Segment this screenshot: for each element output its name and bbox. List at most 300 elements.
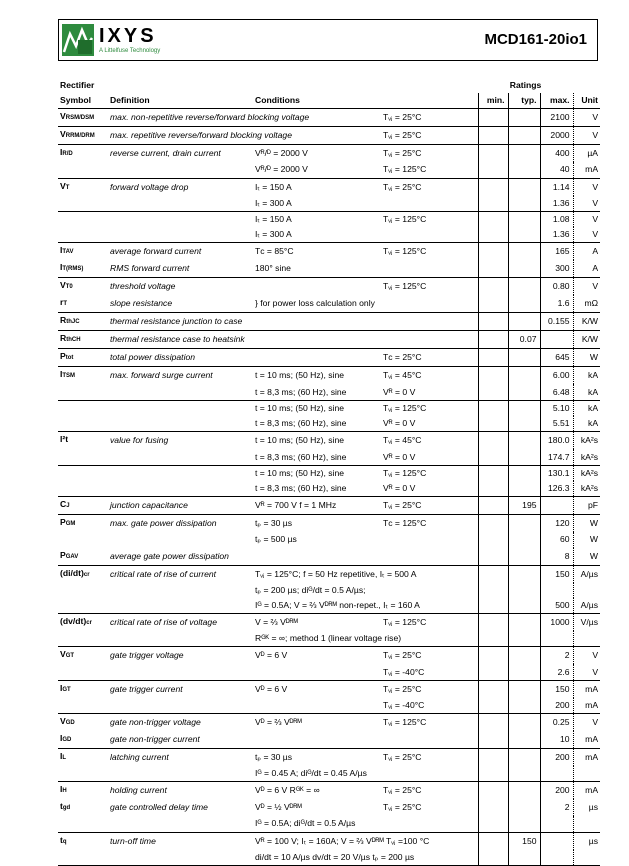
definition-cell: critical rate of rise of voltage — [108, 614, 253, 632]
table-row — [58, 647, 600, 665]
typ-cell — [508, 565, 540, 583]
definition-cell: max. repetitive reverse/forward blocking voltage — [108, 127, 253, 145]
symbol-cell: PGM — [58, 515, 108, 533]
min-cell — [478, 196, 508, 212]
max-cell — [540, 583, 573, 598]
min-cell — [478, 243, 508, 261]
temperature-cell: Tᵥⱼ = 25°C — [383, 802, 422, 813]
symbol-cell — [58, 384, 108, 400]
definition-cell: latching current — [108, 749, 253, 767]
temperature-cell: Vᴿ = 0 V — [383, 418, 416, 429]
temperature-cell: Tᵥⱼ = 25°C — [381, 127, 478, 145]
table-row — [58, 367, 600, 385]
table-row — [58, 400, 600, 416]
table-row — [58, 816, 600, 832]
min-cell — [478, 227, 508, 243]
symbol-cell: Ptot — [58, 349, 108, 367]
symbol-cell: tgd — [60, 801, 71, 812]
table-row — [58, 349, 600, 367]
condition-cell: di/dt = 10 A/µs dv/dt = 20 V/µs tₚ = 200 µs — [253, 850, 381, 866]
max-cell: 2 — [540, 647, 573, 665]
table-row — [58, 109, 600, 127]
temperature-cell: Tᵥⱼ = 25°C — [381, 680, 478, 698]
min-cell — [478, 367, 508, 385]
max-cell: 0.80 — [540, 278, 573, 296]
typ-cell — [508, 850, 540, 866]
max-cell: 180.0 — [540, 432, 573, 450]
temperature-cell: Vᴿ = 0 V — [383, 386, 416, 397]
brand-name: IXYS — [99, 25, 157, 47]
min-cell — [478, 614, 508, 632]
min-cell — [478, 295, 508, 313]
table-row — [58, 598, 600, 614]
unit-cell: V — [573, 647, 600, 665]
condition-cell — [253, 313, 381, 331]
min-cell — [478, 278, 508, 296]
min-cell — [478, 497, 508, 515]
condition-cell: tₚ = 30 µs — [253, 515, 381, 533]
max-cell: 2000 — [540, 127, 573, 145]
typ-cell — [508, 109, 540, 127]
min-cell — [478, 714, 508, 732]
temperature-cell: Tᵥⱼ = 125°C — [381, 465, 478, 481]
definition-cell: holding current — [108, 782, 253, 800]
unit-cell: kA — [573, 384, 600, 400]
unit-cell: V — [573, 211, 600, 227]
min-cell — [478, 515, 508, 533]
max-cell: 2100 — [540, 109, 573, 127]
max-cell: 400 — [540, 145, 573, 163]
symbol-cell — [58, 816, 108, 832]
min-cell — [478, 432, 508, 450]
table-row — [58, 714, 600, 732]
unit-cell: V — [573, 109, 600, 127]
definition-cell — [108, 583, 253, 598]
table-row — [58, 227, 600, 243]
max-cell: 1.14 — [540, 178, 573, 196]
definition-cell — [108, 766, 253, 782]
table-row — [58, 832, 600, 850]
unit-cell: W — [573, 532, 600, 547]
unit-cell: W — [573, 349, 600, 367]
unit-cell: V — [573, 227, 600, 243]
part-number: MCD161-20io1 — [484, 31, 587, 48]
condition-cell: Vᴿ = 100 V; Iₜ = 160A; V = ⅔ Vᴰᴿᴹ Tᵥⱼ =100 °C — [253, 832, 381, 850]
temperature-cell — [381, 295, 478, 313]
table-row — [58, 481, 600, 497]
min-cell — [478, 816, 508, 832]
col-definition: Definition — [108, 93, 253, 109]
definition-cell — [108, 400, 253, 416]
table-row — [58, 211, 600, 227]
min-cell — [478, 766, 508, 782]
min-cell — [478, 449, 508, 465]
temperature-cell: Tᵥⱼ = 125°C — [381, 278, 478, 296]
min-cell — [478, 782, 508, 800]
min-cell — [478, 384, 508, 400]
unit-cell: V/µs — [573, 614, 600, 632]
max-cell: 150 — [540, 680, 573, 698]
typ-cell — [508, 631, 540, 647]
condition-cell: Tᴄ = 85°C — [253, 243, 381, 261]
temperature-cell — [381, 532, 478, 547]
definition-cell — [108, 481, 253, 497]
temperature-cell — [381, 816, 478, 832]
min-cell — [478, 565, 508, 583]
max-cell: 300 — [540, 260, 573, 278]
typ-cell: 195 — [508, 497, 540, 515]
condition-cell — [253, 664, 381, 680]
definition-cell: thermal resistance case to heatsink — [108, 331, 253, 349]
symbol-cell: VGD — [58, 714, 108, 732]
symbol-cell — [58, 481, 108, 497]
temperature-cell: Tᵥⱼ = 25°C — [381, 782, 478, 800]
definition-cell: average gate power dissipation — [110, 550, 229, 561]
unit-cell: A/µs — [573, 598, 600, 614]
symbol-cell: ITSM — [58, 367, 108, 385]
definition-cell — [108, 162, 253, 178]
table-row — [58, 243, 600, 261]
column-header-row — [58, 93, 600, 109]
max-cell: 1.6 — [540, 295, 573, 313]
table-row — [58, 698, 600, 714]
definition-cell: reverse current, drain current — [108, 145, 253, 163]
table-row — [58, 614, 600, 632]
table-row — [58, 278, 600, 296]
min-cell — [478, 331, 508, 349]
definition-cell: max. forward surge current — [108, 367, 253, 385]
definition-cell — [108, 211, 253, 227]
typ-cell — [508, 714, 540, 732]
typ-cell — [508, 664, 540, 680]
temperature-cell: Vᴿ = 0 V — [383, 451, 416, 462]
table-row — [58, 565, 600, 583]
typ-cell — [508, 515, 540, 533]
temperature-cell: Tᵥⱼ = 25°C — [381, 749, 478, 767]
symbol-cell — [58, 162, 108, 178]
min-cell — [478, 664, 508, 680]
condition-cell: Tᵥⱼ = 125°C; f = 50 Hz repetitive, Iₜ = 500 A — [253, 565, 381, 583]
condition-cell — [253, 278, 381, 296]
unit-cell: kA²s — [573, 449, 600, 465]
typ-cell — [508, 243, 540, 261]
condition-cell: 180° sine — [255, 263, 291, 274]
table-row — [58, 749, 600, 767]
temperature-cell — [381, 766, 478, 782]
condition-cell: t = 10 ms; (50 Hz), sine — [253, 465, 381, 481]
condition-cell: V = ⅔ Vᴰᴿᴹ — [253, 614, 381, 632]
typ-cell — [508, 178, 540, 196]
unit-cell: kA — [573, 400, 600, 416]
symbol-cell: rT — [60, 297, 68, 308]
typ-cell — [508, 196, 540, 212]
max-cell: 2.6 — [540, 664, 573, 680]
condition-cell: t = 10 ms; (50 Hz), sine — [253, 367, 381, 385]
condition-cell — [253, 349, 381, 367]
unit-cell: mA — [573, 749, 600, 767]
unit-cell: V — [573, 196, 600, 212]
symbol-cell — [58, 631, 108, 647]
symbol-cell: tq — [58, 832, 108, 850]
condition-cell: tₚ = 200 µs; diᴳ/dt = 0.5 A/µs; — [255, 584, 366, 595]
typ-cell — [508, 816, 540, 832]
unit-cell: kA²s — [573, 481, 600, 497]
ratings-label: Ratings — [509, 80, 542, 90]
definition-cell: value for fusing — [108, 432, 253, 450]
definition-cell: RMS forward current — [110, 263, 190, 274]
table-row — [58, 416, 600, 432]
unit-cell: V — [573, 178, 600, 196]
definition-cell — [108, 416, 253, 432]
typ-cell — [508, 278, 540, 296]
min-cell — [478, 109, 508, 127]
unit-cell: kA²s — [573, 465, 600, 481]
condition-cell: Iᴳ = 0.45 A; diᴳ/dt = 0.45 A/µs — [255, 768, 367, 779]
table-row — [58, 145, 600, 163]
min-cell — [478, 416, 508, 432]
typ-cell — [508, 432, 540, 450]
condition-cell: Iₜ = 300 A — [255, 229, 292, 240]
symbol-cell — [58, 465, 108, 481]
condition-cell: Iᴳ = 0.5A; V = ⅔ Vᴰᴿᴹ non-repet., Iₜ = 160 A — [255, 600, 420, 610]
definition-cell — [108, 631, 253, 647]
typ-cell — [508, 749, 540, 767]
min-cell — [478, 211, 508, 227]
table-row — [58, 465, 600, 481]
table-row — [58, 127, 600, 145]
definition-cell: max. gate power dissipation — [108, 515, 253, 533]
unit-cell: µA — [573, 145, 600, 163]
condition-cell: tₚ = 500 µs — [255, 534, 297, 545]
max-cell: 6.00 — [540, 367, 573, 385]
definition-cell — [108, 664, 253, 680]
condition-cell: } for power loss calculation only — [255, 298, 375, 309]
typ-cell — [508, 449, 540, 465]
header — [58, 19, 598, 61]
min-cell — [478, 400, 508, 416]
symbol-cell — [58, 227, 108, 243]
section-title: Rectifier — [60, 80, 95, 90]
max-cell — [540, 766, 573, 782]
max-cell: 40 — [540, 162, 573, 178]
condition-cell: t = 8,3 ms; (60 Hz), sine — [255, 386, 347, 397]
temperature-cell — [381, 583, 478, 598]
max-cell: 126.3 — [540, 481, 573, 497]
typ-cell — [508, 548, 540, 566]
unit-cell: mA — [573, 782, 600, 800]
max-cell: 200 — [540, 749, 573, 767]
condition-cell: t = 8,3 ms; (60 Hz), sine — [255, 451, 347, 462]
temperature-cell — [381, 227, 478, 243]
max-cell: 1.36 — [540, 196, 573, 212]
typ-cell — [508, 766, 540, 782]
symbol-cell: (di/dt)cr — [58, 565, 108, 583]
min-cell — [478, 313, 508, 331]
condition-cell: Vᴰ = 6 V — [253, 647, 381, 665]
condition-cell: Vᴿ/ᴰ = 2000 V — [255, 164, 308, 175]
definition-cell: turn-off time — [108, 832, 253, 850]
symbol-cell: (dv/dt)cr — [58, 614, 108, 632]
typ-cell — [508, 227, 540, 243]
typ-cell — [508, 465, 540, 481]
temperature-cell: Tᵥⱼ = 125°C — [381, 714, 478, 732]
typ-cell — [508, 349, 540, 367]
min-cell — [478, 832, 508, 850]
temperature-cell — [381, 331, 478, 349]
symbol-cell: VGT — [58, 647, 108, 665]
max-cell — [540, 631, 573, 647]
definition-cell: slope resistance — [110, 298, 173, 309]
unit-cell — [573, 816, 600, 832]
min-cell — [478, 749, 508, 767]
table-row — [58, 162, 600, 178]
typ-cell — [508, 127, 540, 145]
condition-cell: t = 8,3 ms; (60 Hz), sine — [255, 418, 347, 429]
definition-cell — [108, 850, 253, 866]
table-row — [58, 583, 600, 598]
typ-cell — [508, 416, 540, 432]
max-cell: 120 — [540, 515, 573, 533]
symbol-cell — [58, 850, 108, 866]
col-max: max. — [540, 93, 573, 109]
max-cell: 6.48 — [540, 384, 573, 400]
min-cell — [478, 850, 508, 866]
symbol-cell: PGAV — [60, 549, 79, 560]
unit-cell: K/W — [573, 331, 600, 349]
condition-cell: Iₜ = 150 A — [253, 178, 381, 196]
typ-cell — [508, 698, 540, 714]
temperature-cell: Vᴿ = 0 V — [383, 483, 416, 494]
definition-cell — [108, 196, 253, 212]
temperature-cell: Tᵥⱼ = 125°C — [383, 164, 427, 175]
typ-cell: 0.07 — [508, 331, 540, 349]
unit-cell: K/W — [573, 313, 600, 331]
unit-cell: A — [573, 243, 600, 261]
unit-cell — [573, 631, 600, 647]
unit-cell: kA — [573, 367, 600, 385]
symbol-cell — [58, 664, 108, 680]
condition-cell: Rᴳᴷ = ∞; method 1 (linear voltage rise) — [255, 633, 402, 644]
temperature-cell — [381, 313, 478, 331]
unit-cell: mA — [573, 162, 600, 178]
table-row — [58, 295, 600, 313]
definition-cell — [108, 816, 253, 832]
col-symbol: Symbol — [58, 93, 108, 109]
max-cell: 130.1 — [540, 465, 573, 481]
max-cell — [540, 331, 573, 349]
temperature-cell — [381, 196, 478, 212]
temperature-cell: Tᴄ = 125°C — [381, 515, 478, 533]
condition-cell: tₚ = 30 µs — [253, 749, 381, 767]
condition-cell: Vᴰ = ⅔ Vᴰᴿᴹ — [253, 714, 381, 732]
max-cell: 1.08 — [540, 211, 573, 227]
definition-cell: forward voltage drop — [108, 178, 253, 196]
symbol-cell — [58, 400, 108, 416]
typ-cell — [508, 295, 540, 313]
definition-cell — [108, 449, 253, 465]
table-row — [58, 432, 600, 450]
condition-cell — [253, 331, 381, 349]
min-cell — [478, 647, 508, 665]
unit-cell: mA — [573, 680, 600, 698]
max-cell: 10 — [540, 731, 573, 749]
col-min: min. — [478, 93, 508, 109]
table-row — [58, 313, 600, 331]
temperature-cell — [381, 548, 478, 566]
unit-cell: V — [573, 127, 600, 145]
definition-cell — [108, 384, 253, 400]
unit-cell: A/µs — [573, 565, 600, 583]
typ-cell — [508, 400, 540, 416]
condition-cell: Iᴳ = 0.5A; diᴳ/dt = 0.5 A/µs — [255, 818, 356, 829]
max-cell: 1000 — [540, 614, 573, 632]
max-cell — [540, 832, 573, 850]
definition-cell: average forward current — [108, 243, 253, 261]
definition-cell: gate non-trigger current — [110, 734, 200, 745]
typ-cell: 150 — [508, 832, 540, 850]
min-cell — [478, 548, 508, 566]
min-cell — [478, 481, 508, 497]
min-cell — [478, 598, 508, 614]
symbol-cell — [58, 766, 108, 782]
col-typ: typ. — [508, 93, 540, 109]
temperature-cell: Tᵥⱼ = 25°C — [381, 647, 478, 665]
typ-cell — [508, 731, 540, 749]
min-cell — [478, 698, 508, 714]
condition-cell: Vᴰ = 6 V Rᴳᴷ = ∞ — [253, 782, 381, 800]
symbol-cell: IGT — [58, 680, 108, 698]
max-cell: 2 — [540, 799, 573, 816]
condition-cell: t = 8,3 ms; (60 Hz), sine — [255, 483, 347, 494]
condition-cell — [253, 731, 381, 749]
temperature-cell: Tᵥⱼ = 125°C — [381, 614, 478, 632]
unit-cell: kA²s — [573, 432, 600, 450]
max-cell: 200 — [540, 698, 573, 714]
definition-cell: critical rate of rise of current — [108, 565, 253, 583]
symbol-cell — [58, 598, 108, 614]
typ-cell — [508, 145, 540, 163]
symbol-cell: CJ — [58, 497, 108, 515]
symbol-cell: VT — [58, 178, 108, 196]
unit-cell: A — [573, 260, 600, 278]
table-row — [58, 850, 600, 866]
typ-cell — [508, 598, 540, 614]
symbol-cell: RthJC — [58, 313, 108, 331]
temperature-cell: Tᵥⱼ = 45°C — [381, 367, 478, 385]
definition-cell: threshold voltage — [108, 278, 253, 296]
symbol-cell: VRSM/DSM — [58, 109, 108, 127]
symbol-cell — [58, 416, 108, 432]
definition-cell — [108, 532, 253, 547]
unit-cell: mΩ — [573, 295, 600, 313]
max-cell: 174.7 — [540, 449, 573, 465]
max-cell — [540, 850, 573, 866]
symbol-cell: IT(RMS) — [60, 262, 84, 273]
max-cell — [540, 497, 573, 515]
typ-cell — [508, 162, 540, 178]
brand-tagline: A Littelfuse Technology — [99, 48, 161, 54]
max-cell — [540, 816, 573, 832]
table-row — [58, 331, 600, 349]
condition-cell: Vᴰ = 6 V — [253, 680, 381, 698]
typ-cell — [508, 782, 540, 800]
table-row — [58, 260, 600, 278]
unit-cell: W — [573, 515, 600, 533]
typ-cell — [508, 647, 540, 665]
table-row — [58, 766, 600, 782]
condition-cell: t = 10 ms; (50 Hz), sine — [253, 400, 381, 416]
table-row — [58, 449, 600, 465]
